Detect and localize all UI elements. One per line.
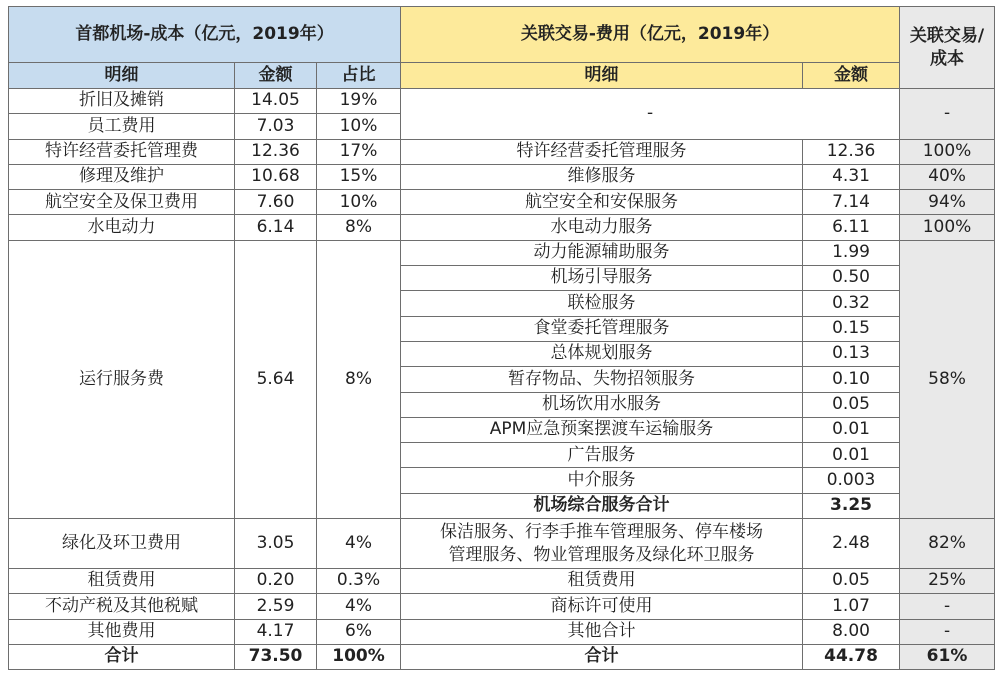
cost-item: 租赁费用 xyxy=(9,569,235,594)
cost-amount: 10.68 xyxy=(235,164,317,189)
related-amount: 0.10 xyxy=(803,367,900,392)
ratio-value: - xyxy=(900,89,995,140)
col-header-share: 占比 xyxy=(317,63,401,89)
total-share: 100% xyxy=(317,644,401,669)
related-item: 维修服务 xyxy=(401,164,803,189)
cost-share: 15% xyxy=(317,164,401,189)
cost-amount: 5.64 xyxy=(235,240,317,518)
ratio-value: 58% xyxy=(900,240,995,518)
col-header-amount-related: 金额 xyxy=(803,63,900,89)
table-row xyxy=(9,164,995,189)
related-item: 机场饮用水服务 xyxy=(401,392,803,417)
related-amount: 0.003 xyxy=(803,468,900,493)
ratio-column-title xyxy=(900,7,995,89)
related-item-line2: 管理服务、物业管理服务及绿化环卫服务 xyxy=(448,544,755,565)
related-amount: 6.11 xyxy=(803,215,900,240)
cost-item: 水电动力 xyxy=(9,215,235,240)
related-item: 其他合计 xyxy=(401,619,803,644)
related-item: 暂存物品、失物招领服务 xyxy=(401,367,803,392)
right-table-title: 关联交易-费用（亿元，2019年） xyxy=(401,7,900,63)
table-row xyxy=(9,190,995,215)
col-header-detail-related: 明细 xyxy=(401,63,803,89)
cost-amount: 2.59 xyxy=(235,594,317,619)
related-item: 食堂委托管理服务 xyxy=(401,316,803,341)
related-amount: 1.99 xyxy=(803,240,900,265)
col-header-detail: 明细 xyxy=(9,63,235,89)
cost-amount: 4.17 xyxy=(235,619,317,644)
ratio-value: 94% xyxy=(900,190,995,215)
cost-item: 折旧及摊销 xyxy=(9,89,235,114)
table-row xyxy=(9,240,995,265)
related-item: 租赁费用 xyxy=(401,569,803,594)
ratio-value: 40% xyxy=(900,164,995,189)
cost-item: 运行服务费 xyxy=(9,240,235,518)
cost-share: 19% xyxy=(317,89,401,114)
related-total-amount: 44.78 xyxy=(803,644,900,669)
related-amount: 4.31 xyxy=(803,164,900,189)
ratio-value: - xyxy=(900,619,995,644)
cost-share: 17% xyxy=(317,139,401,164)
column-header-row xyxy=(9,63,995,89)
ratio-value: - xyxy=(900,594,995,619)
total-row xyxy=(9,644,995,669)
ratio-value: 82% xyxy=(900,519,995,569)
related-amount: 0.05 xyxy=(803,392,900,417)
table-row xyxy=(9,619,995,644)
related-amount: 0.01 xyxy=(803,443,900,468)
related-item: 水电动力服务 xyxy=(401,215,803,240)
table-row xyxy=(9,139,995,164)
cost-share: 8% xyxy=(317,215,401,240)
related-amount: 0.15 xyxy=(803,316,900,341)
cost-share: 4% xyxy=(317,594,401,619)
cost-item: 不动产税及其他税赋 xyxy=(9,594,235,619)
cost-share: 8% xyxy=(317,240,401,518)
related-amount: 12.36 xyxy=(803,139,900,164)
related-item xyxy=(401,519,803,569)
total-label: 合计 xyxy=(9,644,235,669)
related-item: 商标许可使用 xyxy=(401,594,803,619)
table-row xyxy=(9,215,995,240)
cost-amount: 7.03 xyxy=(235,114,317,139)
related-item: 中介服务 xyxy=(401,468,803,493)
related-item: 航空安全和安保服务 xyxy=(401,190,803,215)
related-item: 动力能源辅助服务 xyxy=(401,240,803,265)
related-amount: 7.14 xyxy=(803,190,900,215)
subtotal-label: 机场综合服务合计 xyxy=(401,493,803,518)
related-amount: 0.32 xyxy=(803,291,900,316)
ratio-value: 100% xyxy=(900,139,995,164)
title-row xyxy=(9,7,995,63)
related-total-label: 合计 xyxy=(401,644,803,669)
cost-share: 4% xyxy=(317,519,401,569)
related-item: APM应急预案摆渡车运输服务 xyxy=(401,417,803,442)
related-amount: 0.01 xyxy=(803,417,900,442)
table-row xyxy=(9,89,995,114)
cost-amount: 14.05 xyxy=(235,89,317,114)
ratio-value: 100% xyxy=(900,215,995,240)
related-amount: 0.05 xyxy=(803,569,900,594)
table-row xyxy=(9,569,995,594)
table-row xyxy=(9,594,995,619)
related-amount: 1.07 xyxy=(803,594,900,619)
related-empty: - xyxy=(401,89,900,140)
related-item: 机场引导服务 xyxy=(401,266,803,291)
related-amount: 2.48 xyxy=(803,519,900,569)
total-amount: 73.50 xyxy=(235,644,317,669)
cost-amount: 6.14 xyxy=(235,215,317,240)
cost-amount: 12.36 xyxy=(235,139,317,164)
cost-share: 10% xyxy=(317,114,401,139)
left-table-title: 首都机场-成本（亿元，2019年） xyxy=(9,7,401,63)
related-amount: 0.13 xyxy=(803,341,900,366)
cost-item: 绿化及环卫费用 xyxy=(9,519,235,569)
related-item: 广告服务 xyxy=(401,443,803,468)
cost-amount: 3.05 xyxy=(235,519,317,569)
related-amount: 8.00 xyxy=(803,619,900,644)
cost-item: 特许经营委托管理费 xyxy=(9,139,235,164)
related-item: 特许经营委托管理服务 xyxy=(401,139,803,164)
cost-related-party-table xyxy=(8,6,995,670)
cost-share: 10% xyxy=(317,190,401,215)
cost-item: 其他费用 xyxy=(9,619,235,644)
related-item-line1: 保洁服务、行李手推车管理服务、停车楼场 xyxy=(440,521,764,542)
cost-item: 修理及维护 xyxy=(9,164,235,189)
table-row xyxy=(9,519,995,569)
ratio-value: 25% xyxy=(900,569,995,594)
cost-share: 6% xyxy=(317,619,401,644)
total-ratio: 61% xyxy=(900,644,995,669)
cost-amount: 7.60 xyxy=(235,190,317,215)
cost-item: 员工费用 xyxy=(9,114,235,139)
cost-item: 航空安全及保卫费用 xyxy=(9,190,235,215)
ratio-title-line2: 成本 xyxy=(930,48,965,69)
subtotal-amount: 3.25 xyxy=(803,493,900,518)
related-item: 总体规划服务 xyxy=(401,341,803,366)
related-item: 联检服务 xyxy=(401,291,803,316)
cost-share: 0.3% xyxy=(317,569,401,594)
cost-amount: 0.20 xyxy=(235,569,317,594)
related-amount: 0.50 xyxy=(803,266,900,291)
col-header-amount: 金额 xyxy=(235,63,317,89)
ratio-title-line1: 关联交易/ xyxy=(909,25,985,46)
